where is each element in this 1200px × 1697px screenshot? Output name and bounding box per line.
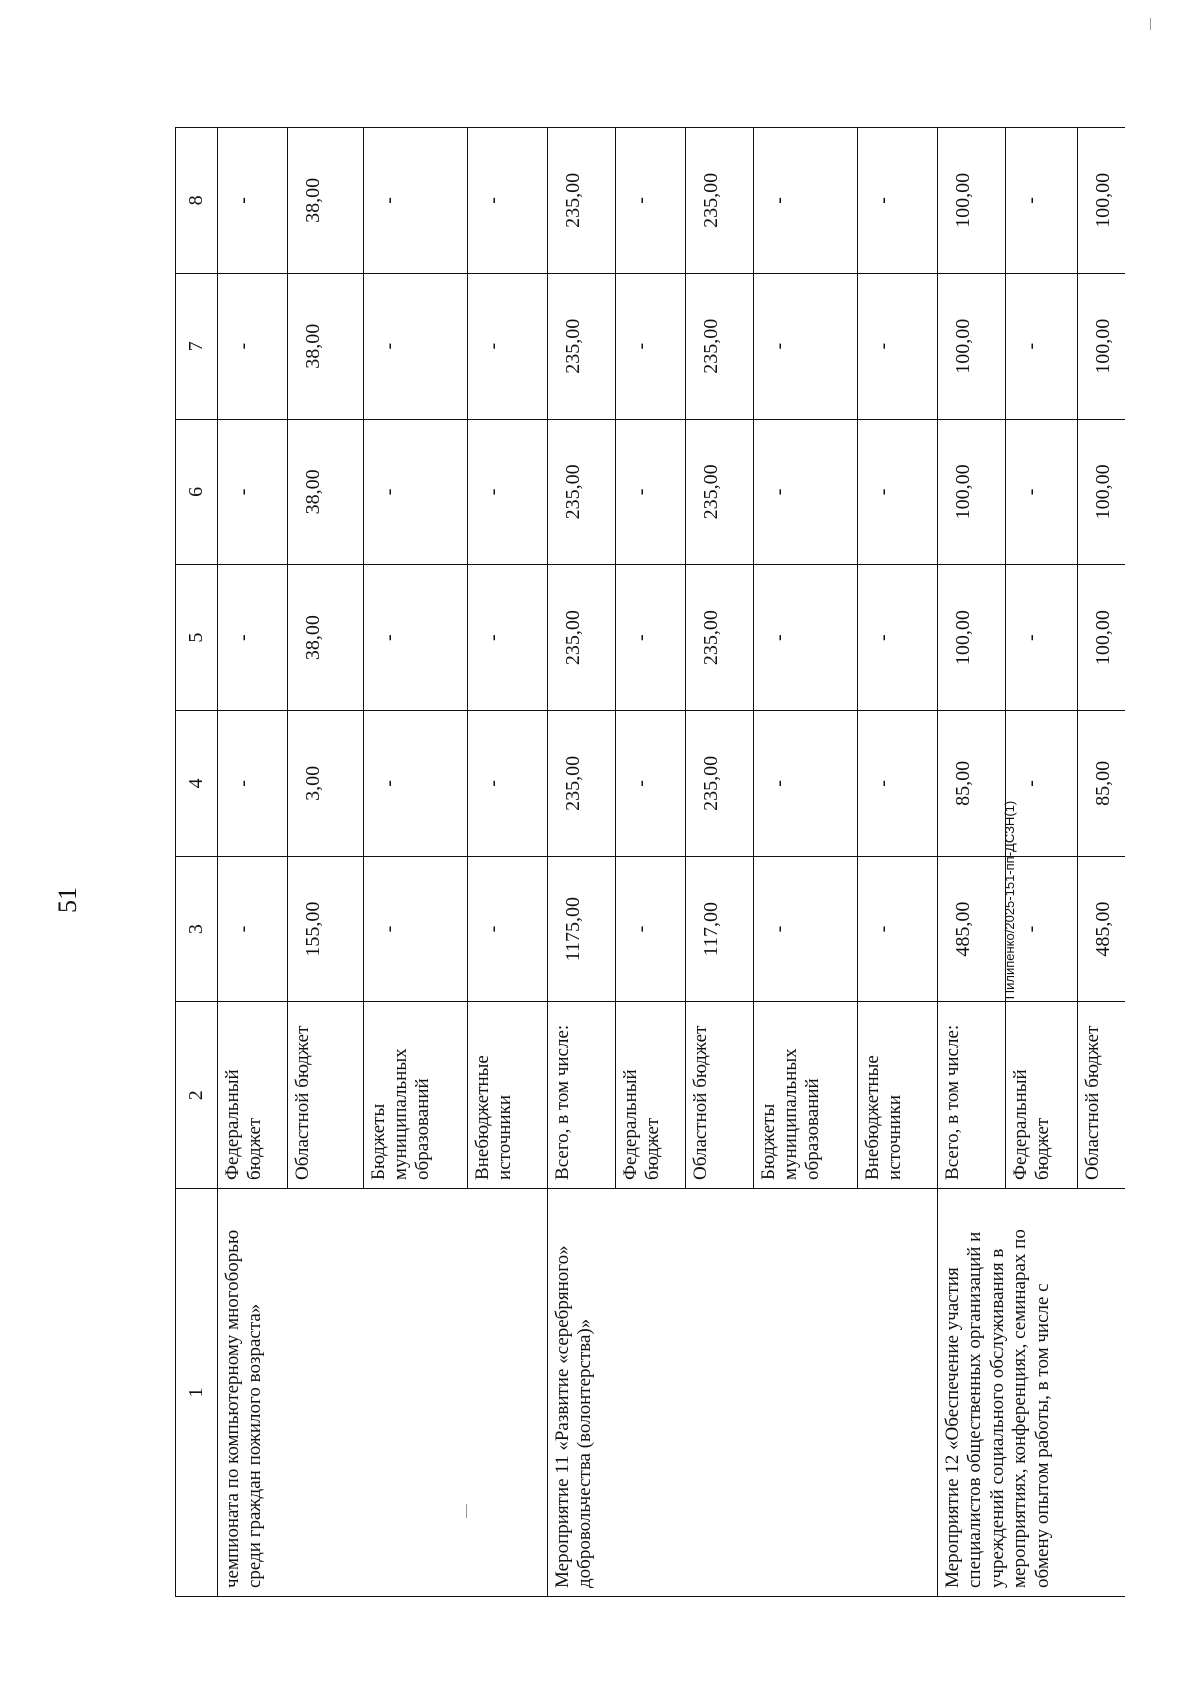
header-row: [176, 128, 218, 1597]
amount-cell: 235,00: [548, 273, 616, 419]
amount-cell: -: [858, 565, 938, 711]
amount-cell: -: [1006, 273, 1078, 419]
activity-description: чемпионата по компьютерному многоборью среди граждан пожилого возраста»: [218, 1188, 548, 1596]
activity-description: Мероприятие 12 «Обеспечение участия специалистов общественных организаций и учреждений социального обслуживания в мероприятиях, конференциях, семинарах по обмену опытом работы, в том числе с: [938, 1188, 1126, 1596]
amount-cell: -: [364, 273, 468, 419]
amount-cell: -: [364, 565, 468, 711]
amount-cell: 235,00: [548, 565, 616, 711]
amount-cell: -: [364, 419, 468, 565]
funding-source: Внебюджетные источники: [858, 1002, 938, 1189]
amount-cell: 100,00: [1078, 128, 1126, 274]
amount-cell: 485,00: [938, 856, 1006, 1002]
amount-cell: -: [858, 128, 938, 274]
budget-table-container: [175, 127, 1125, 1597]
funding-source: Федеральный бюджет: [1006, 1002, 1078, 1189]
funding-source: Федеральный бюджет: [218, 1002, 288, 1189]
amount-cell: -: [1006, 856, 1078, 1002]
column-header: 1: [176, 1188, 218, 1596]
funding-source: Областной бюджет: [1078, 1002, 1126, 1189]
amount-cell: -: [1006, 128, 1078, 274]
amount-cell: 235,00: [686, 565, 754, 711]
amount-cell: -: [858, 856, 938, 1002]
amount-cell: -: [468, 273, 548, 419]
amount-cell: -: [1006, 710, 1078, 856]
amount-cell: 38,00: [288, 273, 364, 419]
amount-cell: -: [218, 128, 288, 274]
amount-cell: 100,00: [938, 273, 1006, 419]
amount-cell: -: [364, 710, 468, 856]
amount-cell: -: [754, 419, 858, 565]
activity-description: Мероприятие 11 «Развитие «серебряного» добровольчества (волонтерства)»: [548, 1188, 938, 1596]
table-row: [548, 128, 616, 1597]
amount-cell: -: [858, 273, 938, 419]
column-header: 8: [176, 128, 218, 274]
page-number: 51: [53, 887, 82, 913]
amount-cell: -: [754, 856, 858, 1002]
table-row: [218, 128, 288, 1597]
amount-cell: -: [468, 419, 548, 565]
column-header: 3: [176, 856, 218, 1002]
amount-cell: 1175,00: [548, 856, 616, 1002]
funding-source: Федеральный бюджет: [616, 1002, 686, 1189]
amount-cell: -: [468, 565, 548, 711]
funding-source: Областной бюджет: [686, 1002, 754, 1189]
column-header: 7: [176, 273, 218, 419]
amount-cell: -: [1006, 419, 1078, 565]
amount-cell: 100,00: [1078, 273, 1126, 419]
funding-source: Всего, в том числе:: [938, 1002, 1006, 1189]
amount-cell: 235,00: [686, 419, 754, 565]
amount-cell: -: [218, 565, 288, 711]
amount-cell: -: [754, 565, 858, 711]
amount-cell: -: [364, 128, 468, 274]
amount-cell: -: [616, 273, 686, 419]
column-header: 2: [176, 1002, 218, 1189]
amount-cell: 235,00: [548, 419, 616, 565]
column-header: 4: [176, 710, 218, 856]
amount-cell: 3,00: [288, 710, 364, 856]
amount-cell: 485,00: [1078, 856, 1126, 1002]
amount-cell: -: [616, 856, 686, 1002]
amount-cell: -: [754, 273, 858, 419]
amount-cell: 117,00: [686, 856, 754, 1002]
amount-cell: 100,00: [938, 419, 1006, 565]
scan-mark: [1150, 18, 1151, 30]
funding-source: Бюджеты муниципальных образований: [754, 1002, 858, 1189]
amount-cell: 235,00: [548, 128, 616, 274]
amount-cell: -: [858, 419, 938, 565]
amount-cell: -: [468, 856, 548, 1002]
document-code: Пилипенко/2025-151-пп-ДСЗН(1): [1002, 800, 1017, 1000]
amount-cell: 100,00: [938, 128, 1006, 274]
amount-cell: -: [754, 128, 858, 274]
amount-cell: -: [858, 710, 938, 856]
amount-cell: -: [364, 856, 468, 1002]
amount-cell: -: [616, 710, 686, 856]
amount-cell: 100,00: [1078, 565, 1126, 711]
amount-cell: 38,00: [288, 419, 364, 565]
amount-cell: 85,00: [1078, 710, 1126, 856]
amount-cell: -: [1006, 565, 1078, 711]
column-header: 6: [176, 419, 218, 565]
amount-cell: -: [468, 710, 548, 856]
funding-source: Бюджеты муниципальных образований: [364, 1002, 468, 1189]
funding-source: Областной бюджет: [288, 1002, 364, 1189]
amount-cell: 235,00: [686, 128, 754, 274]
funding-source: Внебюджетные источники: [468, 1002, 548, 1189]
amount-cell: -: [754, 710, 858, 856]
amount-cell: 100,00: [1078, 419, 1126, 565]
column-header: 5: [176, 565, 218, 711]
amount-cell: -: [218, 856, 288, 1002]
amount-cell: -: [616, 128, 686, 274]
amount-cell: 38,00: [288, 128, 364, 274]
amount-cell: -: [218, 710, 288, 856]
table-row: [938, 128, 1006, 1597]
amount-cell: 38,00: [288, 565, 364, 711]
amount-cell: 235,00: [686, 710, 754, 856]
amount-cell: 235,00: [548, 710, 616, 856]
budget-table: [175, 127, 1125, 1597]
funding-source: Всего, в том числе:: [548, 1002, 616, 1189]
amount-cell: 155,00: [288, 856, 364, 1002]
amount-cell: 235,00: [686, 273, 754, 419]
amount-cell: 100,00: [938, 565, 1006, 711]
amount-cell: -: [616, 565, 686, 711]
amount-cell: -: [616, 419, 686, 565]
amount-cell: -: [468, 128, 548, 274]
amount-cell: 85,00: [938, 710, 1006, 856]
amount-cell: -: [218, 273, 288, 419]
amount-cell: -: [218, 419, 288, 565]
